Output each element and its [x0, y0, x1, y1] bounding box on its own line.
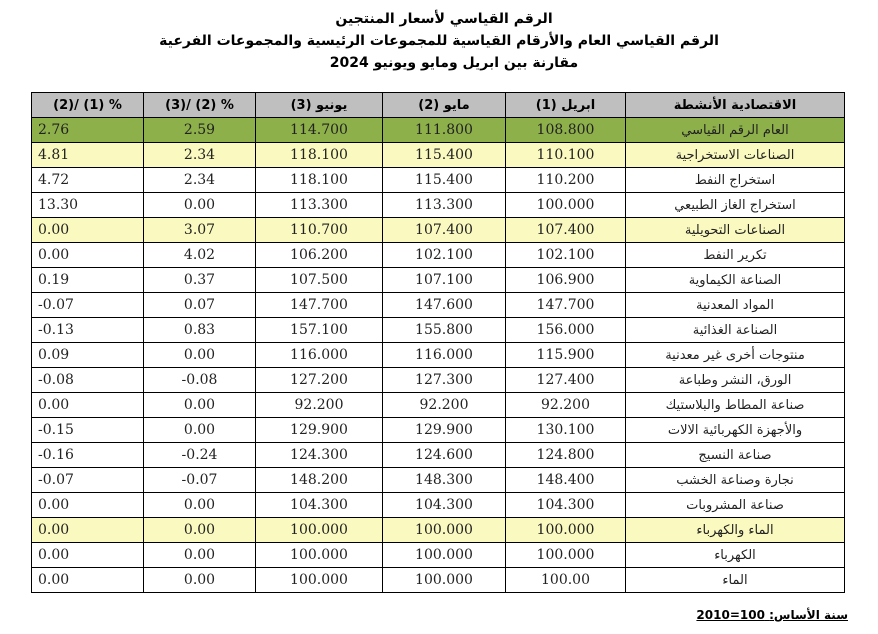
- june-cell: 92.200: [256, 393, 383, 418]
- activity-cell: الصناعات الاستخراجية: [626, 143, 845, 168]
- may-cell: 115.400: [383, 168, 506, 193]
- table-row: [32, 218, 845, 243]
- may-cell: 111.800: [383, 118, 506, 143]
- may-cell: 148.300: [383, 468, 506, 493]
- june-cell: 118.100: [256, 168, 383, 193]
- table-row: [32, 368, 845, 393]
- change-3-2-cell: 0.07-: [144, 468, 256, 493]
- activity-cell: استخراج النفط: [626, 168, 845, 193]
- table-row: [32, 518, 845, 543]
- table-row: [32, 493, 845, 518]
- table-row: [32, 393, 845, 418]
- may-cell: 100.000: [383, 518, 506, 543]
- may-cell: 107.100: [383, 268, 506, 293]
- april-cell: 110.200: [506, 168, 626, 193]
- change-2-1-cell: 4.81: [32, 143, 144, 168]
- col-header-change-3-2: % (2) /(3): [144, 93, 256, 118]
- activity-cell: الصناعات التحويلية: [626, 218, 845, 243]
- change-3-2-cell: 0.37: [144, 268, 256, 293]
- change-2-1-cell: 0.07-: [32, 293, 144, 318]
- june-cell: 147.700: [256, 293, 383, 318]
- april-cell: 92.200: [506, 393, 626, 418]
- april-cell: 100.000: [506, 193, 626, 218]
- change-3-2-cell: 3.07: [144, 218, 256, 243]
- change-3-2-cell: 0.00: [144, 418, 256, 443]
- col-header-june: يونيو (3): [256, 93, 383, 118]
- change-3-2-cell: 2.34: [144, 143, 256, 168]
- april-cell: 130.100: [506, 418, 626, 443]
- june-cell: 100.000: [256, 568, 383, 593]
- col-header-activity: الاقتصادية الأنشطة: [626, 93, 845, 118]
- june-cell: 129.900: [256, 418, 383, 443]
- june-cell: 118.100: [256, 143, 383, 168]
- col-header-may: مايو (2): [383, 93, 506, 118]
- change-3-2-cell: 0.83: [144, 318, 256, 343]
- june-cell: 127.200: [256, 368, 383, 393]
- change-2-1-cell: 13.30: [32, 193, 144, 218]
- activity-cell: الماء والكهرباء: [626, 518, 845, 543]
- change-3-2-cell: 0.07: [144, 293, 256, 318]
- table-body: [32, 118, 845, 593]
- price-index-table: [31, 92, 845, 593]
- change-2-1-cell: 0.00: [32, 243, 144, 268]
- report-period: مقارنة بين ابريل ومايو ويونيو 2024: [329, 55, 579, 71]
- may-cell: 104.300: [383, 493, 506, 518]
- change-3-2-cell: 0.00: [144, 343, 256, 368]
- june-cell: 116.000: [256, 343, 383, 368]
- change-2-1-cell: 0.07-: [32, 468, 144, 493]
- april-cell: 104.300: [506, 493, 626, 518]
- may-cell: 100.000: [383, 543, 506, 568]
- table-row: [32, 418, 845, 443]
- change-3-2-cell: 0.24-: [144, 443, 256, 468]
- table-row: [32, 568, 845, 593]
- table-row: [32, 293, 845, 318]
- table-header-row: [32, 93, 845, 118]
- april-cell: 100.00: [506, 568, 626, 593]
- change-3-2-cell: 0.00: [144, 393, 256, 418]
- june-cell: 124.300: [256, 443, 383, 468]
- col-header-april: ابريل (1): [506, 93, 626, 118]
- may-cell: 129.900: [383, 418, 506, 443]
- change-2-1-cell: 0.15-: [32, 418, 144, 443]
- april-cell: 102.100: [506, 243, 626, 268]
- table-row: [32, 543, 845, 568]
- may-cell: 102.100: [383, 243, 506, 268]
- april-cell: 148.400: [506, 468, 626, 493]
- activity-cell: صناعة المشروبات: [626, 493, 845, 518]
- col-header-change-2-1: % (1) /(2): [32, 93, 144, 118]
- may-cell: 124.600: [383, 443, 506, 468]
- report-title: الرقم القياسي لأسعار المنتجين: [335, 11, 553, 27]
- june-cell: 114.700: [256, 118, 383, 143]
- activity-cell: الكهرباء: [626, 543, 845, 568]
- change-3-2-cell: 0.00: [144, 568, 256, 593]
- change-3-2-cell: 0.00: [144, 518, 256, 543]
- table-row: [32, 143, 845, 168]
- may-cell: 147.600: [383, 293, 506, 318]
- change-2-1-cell: 0.16-: [32, 443, 144, 468]
- april-cell: 100.000: [506, 518, 626, 543]
- april-cell: 108.800: [506, 118, 626, 143]
- april-cell: 115.900: [506, 343, 626, 368]
- april-cell: 100.000: [506, 543, 626, 568]
- change-3-2-cell: 0.00: [144, 193, 256, 218]
- change-2-1-cell: 2.76: [32, 118, 144, 143]
- table-row: [32, 443, 845, 468]
- june-cell: 110.700: [256, 218, 383, 243]
- change-2-1-cell: 0.00: [32, 568, 144, 593]
- change-2-1-cell: 0.00: [32, 493, 144, 518]
- june-cell: 148.200: [256, 468, 383, 493]
- change-2-1-cell: 0.19: [32, 268, 144, 293]
- base-year-label: سنة الأساس:: [769, 608, 848, 622]
- table-row: [32, 268, 845, 293]
- june-cell: 100.000: [256, 543, 383, 568]
- may-cell: 107.400: [383, 218, 506, 243]
- table-row: [32, 318, 845, 343]
- activity-cell: الصناعة الكيماوية: [626, 268, 845, 293]
- table-row: [32, 243, 845, 268]
- base-year-value: 2010=100: [696, 608, 765, 622]
- june-cell: 104.300: [256, 493, 383, 518]
- change-2-1-cell: 0.00: [32, 393, 144, 418]
- activity-cell: تكرير النفط: [626, 243, 845, 268]
- change-2-1-cell: 0.00: [32, 518, 144, 543]
- activity-cell: استخراج الغاز الطبيعي: [626, 193, 845, 218]
- june-cell: 100.000: [256, 518, 383, 543]
- change-2-1-cell: 0.08-: [32, 368, 144, 393]
- april-cell: 156.000: [506, 318, 626, 343]
- change-2-1-cell: 0.09: [32, 343, 144, 368]
- base-year-note: [696, 608, 848, 622]
- activity-cell: الماء: [626, 568, 845, 593]
- table-row: [32, 343, 845, 368]
- activity-cell: نجارة وصناعة الخشب: [626, 468, 845, 493]
- april-cell: 127.400: [506, 368, 626, 393]
- april-cell: 147.700: [506, 293, 626, 318]
- change-2-1-cell: 0.13-: [32, 318, 144, 343]
- may-cell: 113.300: [383, 193, 506, 218]
- table-row: [32, 118, 845, 143]
- change-3-2-cell: 0.08-: [144, 368, 256, 393]
- report-titles: [0, 8, 878, 74]
- change-2-1-cell: 4.72: [32, 168, 144, 193]
- april-cell: 110.100: [506, 143, 626, 168]
- change-3-2-cell: 2.59: [144, 118, 256, 143]
- june-cell: 106.200: [256, 243, 383, 268]
- change-3-2-cell: 0.00: [144, 543, 256, 568]
- activity-cell: والأجهزة الكهربائية الالات: [626, 418, 845, 443]
- change-3-2-cell: 0.00: [144, 493, 256, 518]
- change-3-2-cell: 2.34: [144, 168, 256, 193]
- may-cell: 127.300: [383, 368, 506, 393]
- april-cell: 106.900: [506, 268, 626, 293]
- activity-cell: الورق، النشر وطباعة: [626, 368, 845, 393]
- june-cell: 157.100: [256, 318, 383, 343]
- table-row: [32, 193, 845, 218]
- change-3-2-cell: 4.02: [144, 243, 256, 268]
- report-subtitle: الرقم القياسي العام والأرقام القياسية للمجموعات الرئيسية والمجموعات الفرعية: [159, 33, 719, 49]
- activity-cell: صناعة المطاط والبلاستيك: [626, 393, 845, 418]
- activity-cell: العام الرقم القياسي: [626, 118, 845, 143]
- may-cell: 155.800: [383, 318, 506, 343]
- activity-cell: صناعة النسيج: [626, 443, 845, 468]
- activity-cell: الصناعة الغذائية: [626, 318, 845, 343]
- april-cell: 107.400: [506, 218, 626, 243]
- activity-cell: منتوجات أخرى غير معدنية: [626, 343, 845, 368]
- may-cell: 100.000: [383, 568, 506, 593]
- may-cell: 115.400: [383, 143, 506, 168]
- june-cell: 107.500: [256, 268, 383, 293]
- april-cell: 124.800: [506, 443, 626, 468]
- may-cell: 116.000: [383, 343, 506, 368]
- table-row: [32, 168, 845, 193]
- change-2-1-cell: 0.00: [32, 218, 144, 243]
- may-cell: 92.200: [383, 393, 506, 418]
- change-2-1-cell: 0.00: [32, 543, 144, 568]
- activity-cell: المواد المعدنية: [626, 293, 845, 318]
- table-row: [32, 468, 845, 493]
- june-cell: 113.300: [256, 193, 383, 218]
